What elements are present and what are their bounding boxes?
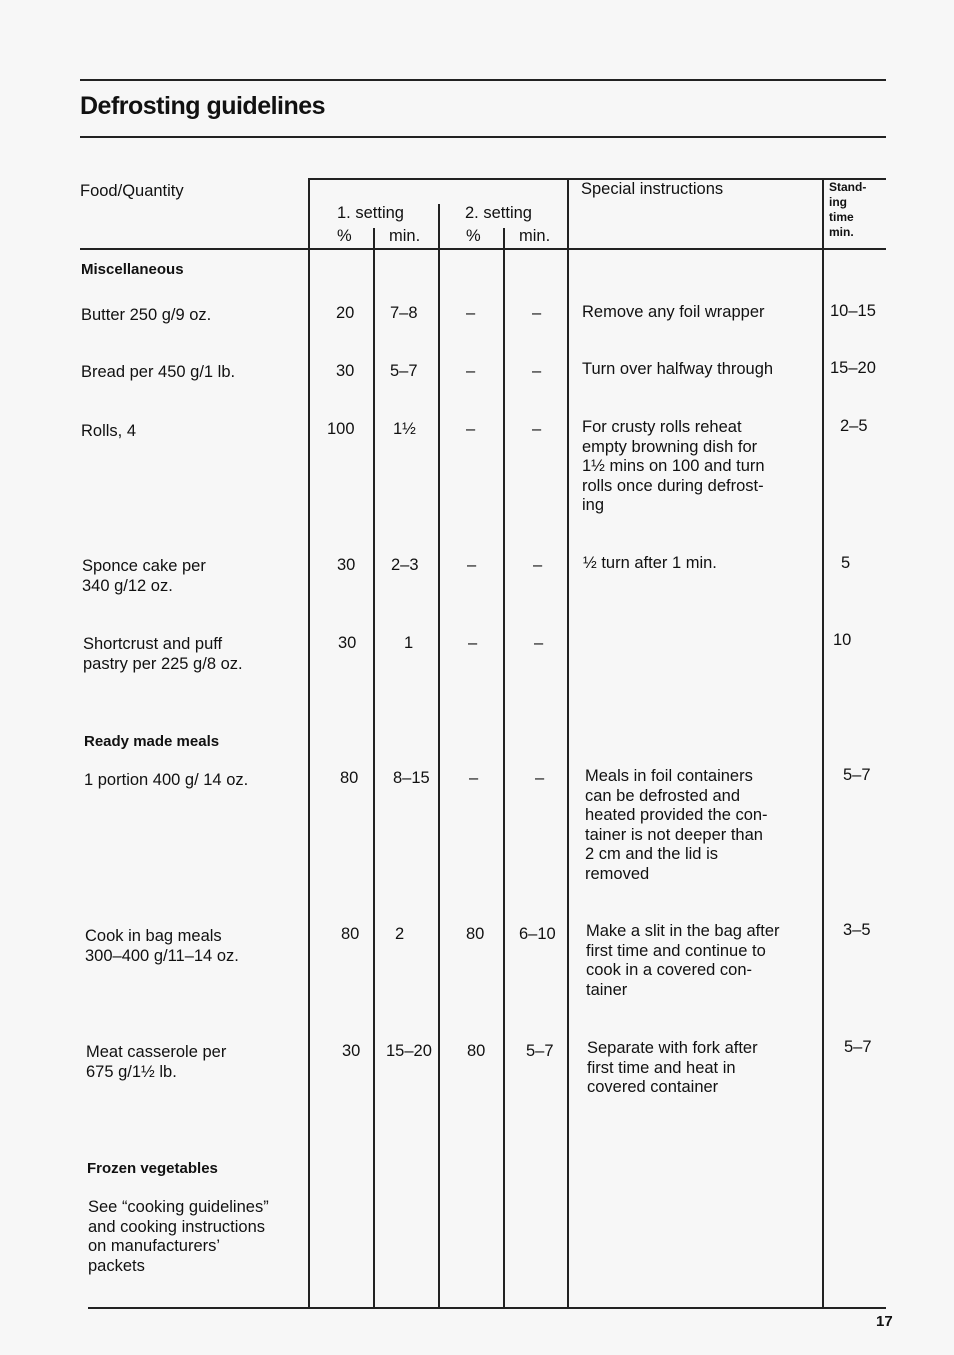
row-special: Make a slit in the bag after first time and continue to cook in a covered con- tainer [586,922,780,999]
row-min2: – [532,304,542,322]
row-special: Separate with fork after first time and heat in covered container [587,1039,758,1096]
row-pct2: – [466,362,476,380]
header-standing: Stand- ing time min. [829,180,867,239]
row-min2: 5–7 [526,1042,554,1060]
row-special: Remove any foil wrapper [582,303,765,321]
col-divider [822,178,824,1308]
header-min2: min. [519,227,551,245]
row-standing: 15–20 [830,359,876,377]
header-pct2: % [466,227,481,245]
row-pct2: – [469,769,479,787]
header-topline [308,178,886,180]
row-pct2: – [466,304,476,322]
section-frozen-vegetables: Frozen vegetables [87,1160,218,1177]
row-food: Meat casserole per 675 g/1½ lb. [86,1043,227,1081]
col-divider [373,228,375,1308]
section-miscellaneous: Miscellaneous [81,261,184,278]
row-standing: 10–15 [830,302,876,320]
row-min2: – [532,420,542,438]
row-pct2: – [468,634,478,652]
header-setting1: 1. setting [337,204,404,222]
row-special: Meals in foil containers can be defrosted and heated provided the con- tainer is not deeper than 2 cm and the lid is removed [585,767,768,883]
col-divider [438,204,440,1308]
top-rule [80,79,886,81]
col-divider [308,178,310,1308]
header-setting2: 2. setting [465,204,532,222]
row-special: For crusty rolls reheat empty browning dish for 1½ mins on 100 and turn rolls once during defrost- ing [582,418,765,514]
title-rule [80,136,886,138]
row-food: Bread per 450 g/1 lb. [81,363,236,381]
row-min2: 6–10 [519,925,556,943]
row-pct2: – [467,556,477,574]
row-standing: 5–7 [844,1038,872,1056]
row-min2: – [533,556,543,574]
row-min2: – [535,769,545,787]
row-pct1: 30 [342,1042,361,1060]
row-pct2: 80 [467,1042,486,1060]
row-standing: 2–5 [840,417,868,435]
col-divider [567,178,569,1308]
row-food: Butter 250 g/9 oz. [81,306,212,324]
row-min1: 2–3 [391,556,419,574]
row-standing: 3–5 [843,921,871,939]
row-min1: 5–7 [390,362,418,380]
section-ready-made-meals: Ready made meals [84,733,220,750]
row-min1: 1 [404,634,414,652]
bottom-rule [88,1307,886,1309]
page-number: 17 [876,1313,893,1330]
row-min1: 8–15 [393,769,430,787]
row-min2: – [532,362,542,380]
row-standing: 10 [833,631,852,649]
row-pct1: 100 [327,420,355,438]
col-divider [503,228,505,1308]
row-pct1: 80 [340,769,359,787]
row-min1: 7–8 [390,304,418,322]
row-min2: – [534,634,544,652]
row-pct1: 80 [341,925,360,943]
row-food: Rolls, 4 [81,422,137,440]
row-pct2: – [466,420,476,438]
row-standing: 5 [841,554,851,572]
row-pct2: 80 [466,925,485,943]
frozen-note: See “cooking guidelines” and cooking instructions on manufacturers’ packets [88,1198,269,1275]
header-underline [80,248,886,250]
header-special: Special instructions [581,180,724,198]
header-min1: min. [389,227,421,245]
row-food: Sponce cake per 340 g/12 oz. [82,557,206,595]
row-min1: 2 [395,925,405,943]
row-pct1: 30 [336,362,355,380]
row-special: ½ turn after 1 min. [583,554,717,572]
header-pct1: % [337,227,352,245]
row-min1: 1½ [393,420,416,438]
header-food: Food/Quantity [80,182,184,200]
row-food: Shortcrust and puff pastry per 225 g/8 oz. [83,635,243,673]
row-standing: 5–7 [843,766,871,784]
row-food: Cook in bag meals 300–400 g/11–14 oz. [85,927,239,965]
row-pct1: 30 [338,634,357,652]
row-special: Turn over halfway through [582,360,774,378]
row-food: 1 portion 400 g/ 14 oz. [84,771,249,789]
row-pct1: 20 [336,304,355,322]
row-min1: 15–20 [386,1042,432,1060]
row-pct1: 30 [337,556,356,574]
page-title: Defrosting guidelines [80,92,326,120]
